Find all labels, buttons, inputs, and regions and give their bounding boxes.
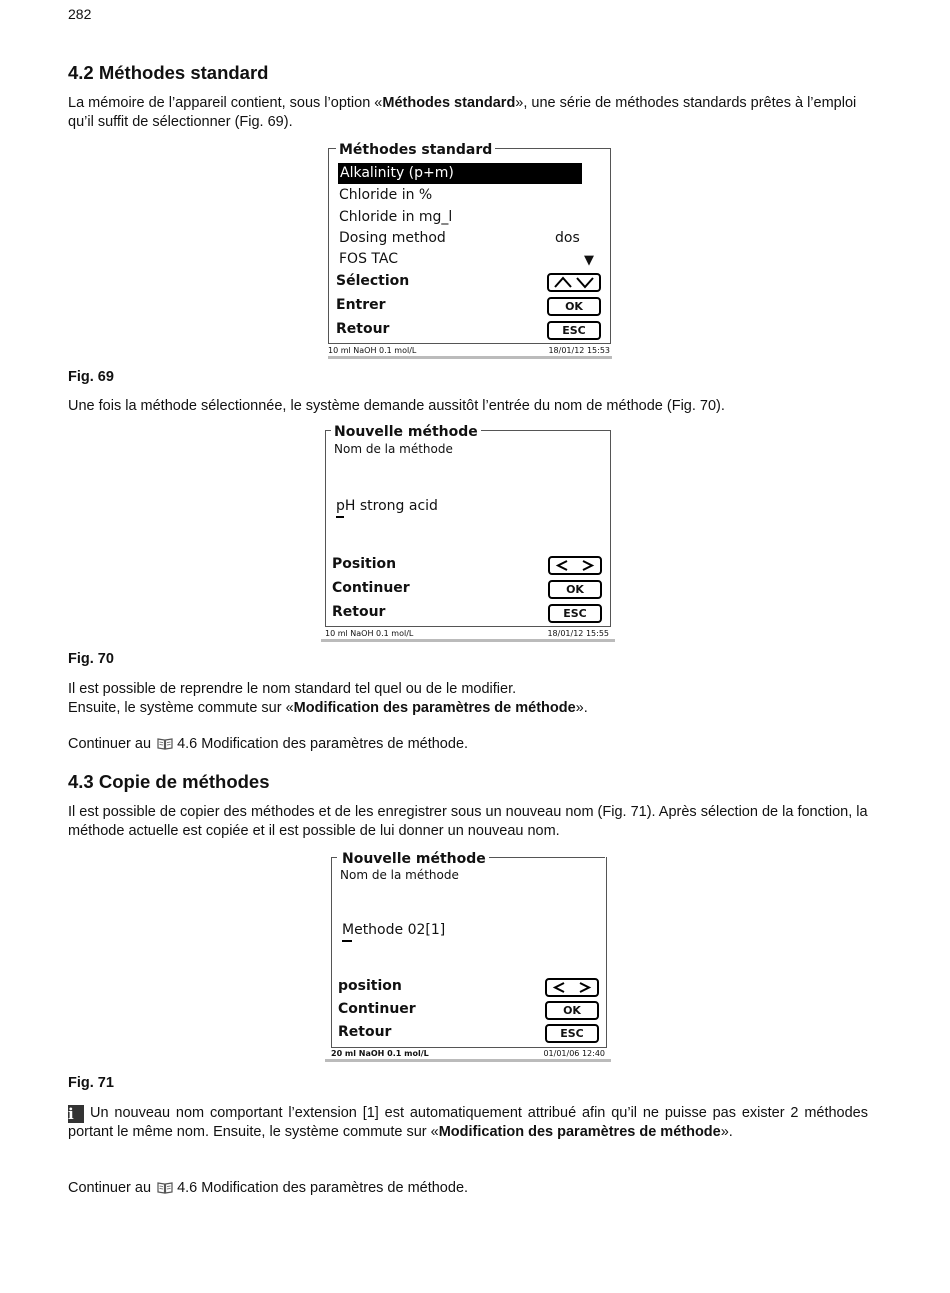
status-bar: [325, 629, 609, 638]
status-reagent: 20 ml NaOH 0.1 mol/L: [331, 1049, 429, 1058]
status-datetime: 18/01/12 15:53: [548, 346, 610, 355]
field-label: Nom de la méthode: [334, 442, 453, 456]
method-name-input[interactable]: Methode 02[1]: [342, 922, 446, 938]
esc-button[interactable]: ESC: [548, 604, 602, 623]
text-cursor: [342, 940, 352, 942]
softkey-label-continuer: Continuer: [332, 580, 410, 596]
section-link[interactable]: 4.6 Modification des paramètres de méthode.: [177, 736, 469, 752]
list-item[interactable]: FOS TAC: [339, 251, 398, 267]
status-bar: [331, 1049, 605, 1058]
softkey-label-retour: Retour: [338, 1024, 392, 1040]
softkey-label-retour: Retour: [336, 321, 390, 337]
left-right-arrows-icon: [553, 559, 597, 572]
continue-reference: Continuer au 4.6 Modification des paramètres de méthode.: [68, 1180, 469, 1196]
list-item-selected[interactable]: Alkalinity (p+m): [338, 163, 582, 184]
status-reagent: 10 ml NaOH 0.1 mol/L: [328, 346, 417, 355]
esc-button[interactable]: ESC: [545, 1024, 599, 1043]
position-arrows-button[interactable]: [545, 978, 599, 997]
fig69-title: Méthodes standard: [336, 142, 495, 158]
scroll-down-arrow-icon[interactable]: ▼: [584, 253, 594, 268]
status-datetime: 18/01/12 15:55: [547, 629, 609, 638]
info-note: i Un nouveau nom comportant l’extension [1] est automatiquement attribué afin qu’il ne puisse pas exister 2 méthodes portant le même nom. Ensuite, le système commute sur «Modification des paramètres de méthode».: [68, 1105, 868, 1140]
paragraph-after-fig70: Il est possible de reprendre le nom standard tel quel ou de le modifier. Ensuite, le système commute sur «Modification des paramètres de méthode».: [68, 681, 588, 716]
fig71-title: Nouvelle méthode: [339, 851, 489, 867]
up-down-arrows-icon: [552, 276, 596, 289]
fig70-screen: [321, 422, 616, 644]
softkey-label-position: Position: [332, 556, 397, 572]
section-heading-4-2: 4.2 Méthodes standard: [68, 62, 269, 83]
section-link[interactable]: 4.6 Modification des paramètres de méthode.: [177, 1180, 469, 1196]
softkey-label-retour: Retour: [332, 604, 386, 620]
list-item[interactable]: Chloride in mg_l: [339, 209, 453, 225]
paragraph-after-fig69: Une fois la méthode sélectionnée, le système demande aussitôt l’entrée du nom de méthode (Fig. 70).: [68, 398, 725, 414]
book-icon: [157, 737, 173, 750]
ok-button[interactable]: OK: [545, 1001, 599, 1020]
softkey-label-selection: Sélection: [336, 273, 410, 289]
list-item-suffix: dos: [555, 230, 580, 246]
fig69-screen: [326, 140, 616, 360]
status-bar: [328, 346, 610, 355]
position-arrows-button[interactable]: [548, 556, 602, 575]
softkey-label-continuer: Continuer: [338, 1001, 416, 1017]
section-4-2-intro: La mémoire de l’appareil contient, sous l’option «Méthodes standard», une série de méthodes standards prêtes à l’emploi qu’il suffit de sélectionner (Fig. 69).: [68, 95, 857, 130]
continue-reference: Continuer au 4.6 Modification des paramètres de méthode.: [68, 736, 469, 752]
book-icon: [157, 1181, 173, 1194]
ok-button[interactable]: OK: [548, 580, 602, 599]
fig71-screen: [325, 850, 615, 1064]
status-reagent: 10 ml NaOH 0.1 mol/L: [325, 629, 414, 638]
section-heading-4-3: 4.3 Copie de méthodes: [68, 771, 270, 792]
fig70-title: Nouvelle méthode: [331, 424, 481, 440]
text-cursor: [336, 516, 344, 518]
status-datetime: 01/01/06 12:40: [543, 1049, 605, 1058]
method-name-input[interactable]: pH strong acid: [336, 498, 438, 514]
up-down-arrows-button[interactable]: [547, 273, 601, 292]
page-number: 282: [68, 6, 92, 22]
section-4-3-intro: Il est possible de copier des méthodes et de les enregistrer sous un nouveau nom (Fig. 71). Après sélection de la fonction, la méthode actuelle est copiée et il est possible de lui donner un nouveau nom.: [68, 804, 868, 839]
esc-button[interactable]: ESC: [547, 321, 601, 340]
softkey-label-entrer: Entrer: [336, 297, 386, 313]
field-label: Nom de la méthode: [340, 868, 459, 882]
list-item[interactable]: Dosing method: [339, 230, 446, 246]
left-right-arrows-icon: [550, 981, 594, 994]
fig69-caption: Fig. 69: [68, 369, 114, 385]
softkey-label-position: position: [338, 978, 402, 994]
fig71-caption: Fig. 71: [68, 1075, 114, 1091]
fig70-caption: Fig. 70: [68, 651, 114, 667]
ok-button[interactable]: OK: [547, 297, 601, 316]
info-icon: i: [68, 1105, 84, 1123]
list-item[interactable]: Chloride in %: [339, 187, 433, 203]
